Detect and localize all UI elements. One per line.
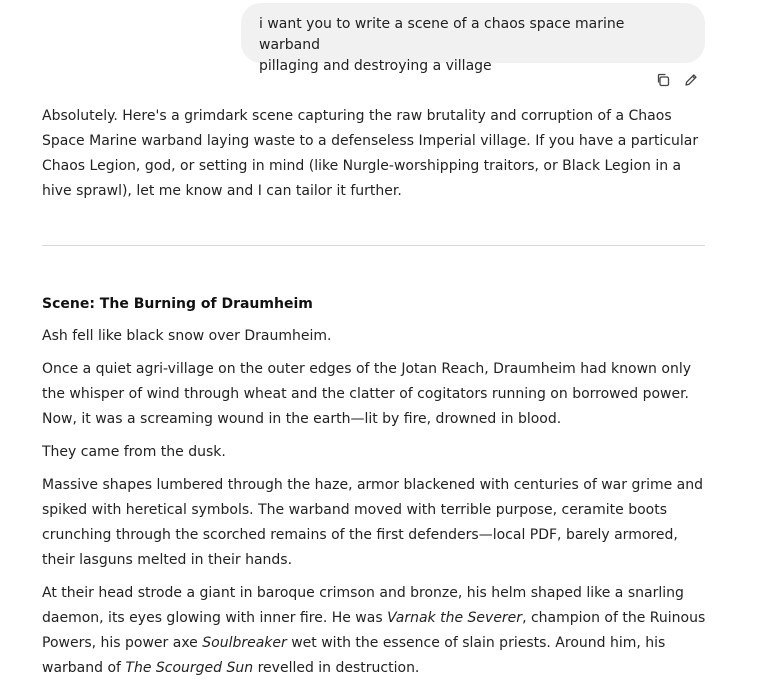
story-paragraph-5 [42, 581, 706, 681]
edit-pencil-icon[interactable] [682, 71, 700, 89]
user-message-line-1: i want you to write a scene of a chaos space marine warband [259, 16, 625, 53]
user-message-bubble [241, 3, 705, 74]
story-paragraph-4: Massive shapes lumbered through the haze, armor blackened with centuries of war grime and spiked with heretical symbols. The warband moved with terrible purpose, ceramite boots crunching through the scorched remains of the first defenders—local PDF, barely armored, their lasguns melted in their hands. [42, 477, 704, 568]
story-heading: Scene: The Burning of Draumheim [42, 296, 313, 312]
story-paragraph-2: Once a quiet agri-village on the outer edges of the Jotan Reach, Draumheim had known only the whisper of wind through wheat and the clatter of cogitators running on borrowed power. Now, it was a screaming wound in the earth—lit by fire, drowned in blood. [42, 361, 691, 427]
section-divider [42, 245, 705, 246]
character-name: Varnak the Severer [387, 610, 523, 626]
p5-text-b: , champion of the Ruinous Powers, his power axe [42, 610, 706, 651]
story-section [42, 292, 706, 689]
p5-text-c: wet with the essence of slain priests. Around him, his warband of [42, 635, 666, 676]
p5-text-d: revelled in destruction. [253, 660, 420, 676]
copy-icon[interactable] [654, 71, 672, 89]
p5-text-a: At their head strode a giant in baroque crimson and bronze, his helm shaped like a snarling daemon, its eyes glowing with inner fire. He was [42, 585, 684, 626]
intro-paragraph: Absolutely. Here's a grimdark scene capturing the raw brutality and corruption of a Chaos Space Marine warband laying waste to a defenseless Imperial village. If you have a particular Chaos Legion, god, or setting in mind (like Nurgle-worshipping traitors, or Black Legion in a hive sprawl), let me know and I can tailor it further. [42, 108, 699, 199]
assistant-intro [42, 104, 706, 204]
weapon-name: Soulbreaker [202, 635, 287, 651]
user-message-line-2: pillaging and destroying a village [259, 58, 492, 74]
warband-name: The Scourged Sun [125, 660, 254, 676]
message-actions [654, 71, 700, 89]
story-paragraph-3: They came from the dusk. [42, 444, 226, 460]
story-paragraph-1: Ash fell like black snow over Draumheim. [42, 328, 332, 344]
